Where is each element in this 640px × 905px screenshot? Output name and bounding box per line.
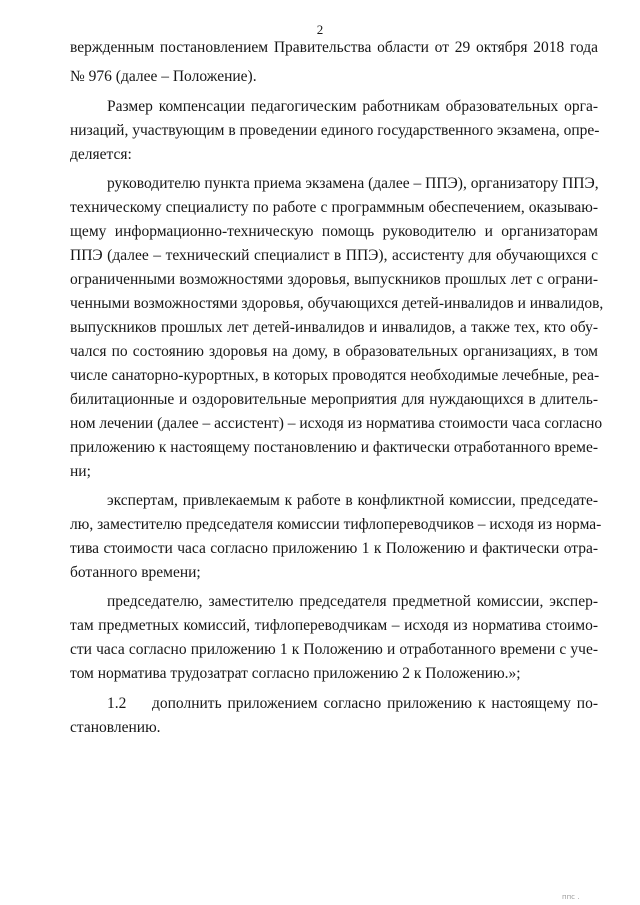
text-line: техническому специалисту по работе с программным обеспечением, оказываю- bbox=[70, 199, 598, 216]
text-line: ном лечении (далее – ассистент) – исходя из норматива стоимости часа согласно bbox=[70, 415, 603, 432]
footer-mark: ппс . bbox=[562, 893, 580, 901]
text-line: числе санаторно-курортных, в которых проводятся необходимые лечебные, реа- bbox=[70, 367, 600, 384]
text-line: ботанного времени; bbox=[70, 564, 201, 581]
item-number: 1.2 bbox=[107, 695, 127, 712]
text-line: ограниченными возможностями здоровья, выпускников прошлых лет с ограни- bbox=[70, 271, 598, 288]
text-line: Размер компенсации педагогическим работникам образовательных орга- bbox=[107, 98, 598, 115]
text-line: деляется: bbox=[70, 146, 132, 163]
item-text-continuation: становлению. bbox=[70, 719, 161, 736]
item-text: дополнить приложением согласно приложению к настоящему по- bbox=[152, 695, 598, 712]
text-line: тива стоимости часа согласно приложению 1 к Положению и фактически отра- bbox=[70, 540, 598, 557]
text-line: председателю, заместителю председателя предметной комиссии, экспер- bbox=[107, 593, 598, 610]
text-line: вержденным постановлением Правительства области от 29 октября 2018 года bbox=[70, 39, 598, 56]
text-line: руководителю пункта приема экзамена (далее – ППЭ), организатору ППЭ, bbox=[107, 175, 599, 192]
text-line: приложению к настоящему постановлению и фактически отработанного време- bbox=[70, 439, 598, 456]
text-line: выпускников прошлых лет детей-инвалидов и инвалидов, а также тех, кто обу- bbox=[70, 319, 598, 336]
text-line: экспертам, привлекаемым к работе в конфликтной комиссии, председате- bbox=[107, 492, 598, 509]
text-line: ни; bbox=[70, 463, 91, 480]
text-line: ППЭ (далее – технический специалист в ППЭ), ассистенту для обучающихся с bbox=[70, 247, 598, 264]
page-number: 2 bbox=[316, 22, 324, 37]
text-line: билитационные и оздоровительные мероприятия для нуждающихся в длитель- bbox=[70, 391, 598, 408]
text-line: лю, заместителю председателя комиссии тифлопереводчиков – исходя из норма- bbox=[70, 516, 602, 533]
text-line: № 976 (далее – Положение). bbox=[70, 68, 257, 85]
text-line: низаций, участвующим в проведении единого государственного экзамена, опре- bbox=[70, 122, 600, 139]
text-line: том норматива трудозатрат согласно приложению 2 к Положению.»; bbox=[70, 665, 521, 682]
text-line: сти часа согласно приложению 1 к Положению и отработанного времени с уче- bbox=[70, 641, 598, 658]
text-line: чался по состоянию здоровья на дому, в образовательных организациях, в том bbox=[70, 343, 598, 360]
text-line: щему информационно-техническую помощь руководителю и организаторам bbox=[70, 223, 598, 240]
text-line: ченными возможностями здоровья, обучающихся детей-инвалидов и инвалидов, bbox=[70, 295, 604, 312]
text-line: там предметных комиссий, тифлопереводчикам – исходя из норматива стоимо- bbox=[70, 617, 598, 634]
